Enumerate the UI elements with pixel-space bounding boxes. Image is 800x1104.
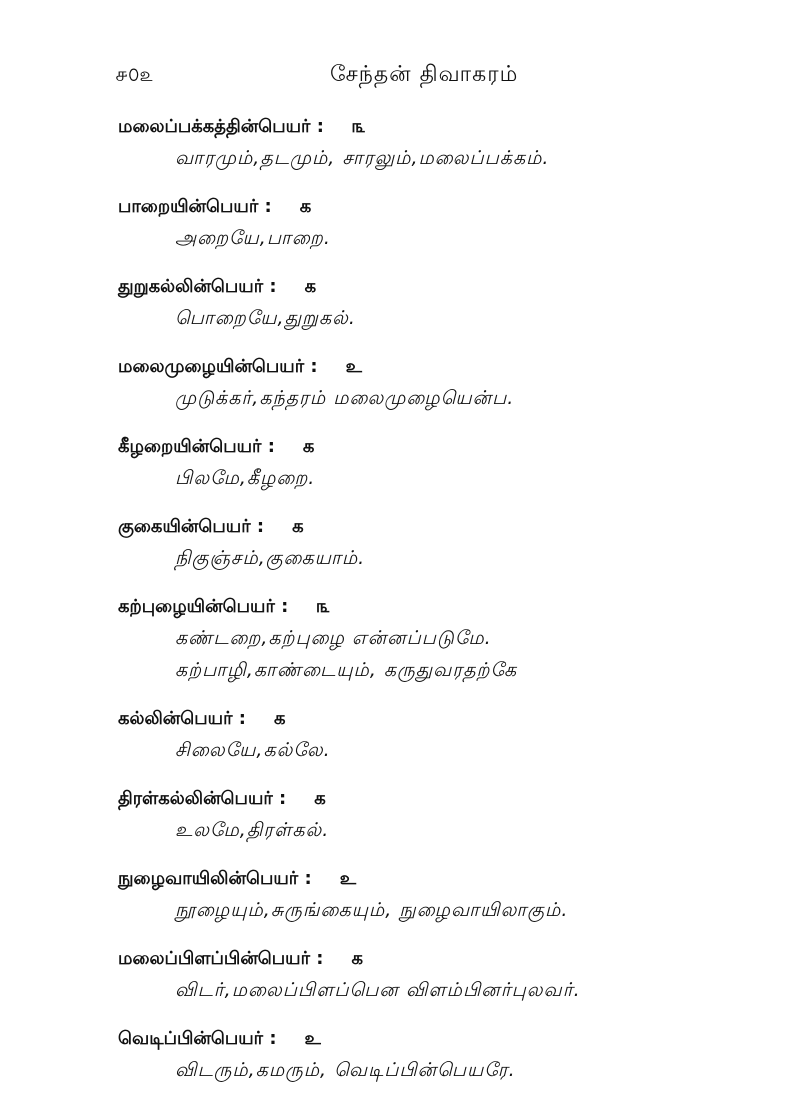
verse-line: கண்டறை,கற்புழை என்னப்படுமே.	[175, 627, 492, 649]
entry-heading	[0, 112, 800, 142]
synonym-count: ௩	[351, 116, 366, 137]
entry-heading	[0, 512, 800, 542]
verse-line: பிலமே,கீழறை.	[175, 467, 316, 489]
heading-text: வெடிப்பின்பெயர் :	[118, 1028, 277, 1049]
heading-text: துறுகல்லின்பெயர் :	[118, 276, 277, 297]
entry-heading	[0, 864, 800, 894]
synonym-count: க	[314, 788, 326, 809]
entry	[0, 592, 800, 686]
entry	[0, 512, 800, 574]
heading-text: மலைமுழையின்பெயர் :	[118, 356, 318, 377]
synonym-count: ௩	[316, 596, 331, 617]
entry	[0, 1024, 800, 1086]
entry	[0, 944, 800, 1006]
entry-heading	[0, 784, 800, 814]
page-number: ௪௦௨	[115, 62, 154, 86]
entry	[0, 272, 800, 334]
heading-text: மலைப்பக்கத்தின்பெயர் :	[118, 116, 324, 137]
entry	[0, 784, 800, 846]
entry-heading	[0, 592, 800, 622]
entry-heading	[0, 1024, 800, 1054]
entry-heading	[0, 272, 800, 302]
synonym-count: க	[302, 436, 315, 457]
heading-text: கற்புழையின்பெயர் :	[118, 596, 289, 617]
entry-heading	[0, 432, 800, 462]
verse-line: பொறையே,துறுகல்.	[175, 307, 356, 329]
synonym-count: க	[292, 516, 304, 537]
verse-line: விடரும்,கமரும், வெடிப்பின்பெயரே.	[175, 1059, 516, 1081]
entry	[0, 432, 800, 494]
entry	[0, 112, 800, 174]
verse-line: நூழையும்,சுருங்கையும், நுழைவாயிலாகும்.	[175, 899, 569, 921]
heading-text: குகையின்பெயர் :	[118, 516, 265, 537]
page-header	[0, 62, 800, 92]
verse-line: வாரமும்,தடமும், சாரலும்,மலைப்பக்கம்.	[175, 147, 550, 169]
entry	[0, 704, 800, 766]
entry-heading	[0, 352, 800, 382]
heading-text: மலைப்பிளப்பின்பெயர் :	[118, 948, 324, 969]
heading-text: கீழறையின்பெயர் :	[118, 436, 275, 457]
verse-line: முடுக்கர்,கந்தரம் மலைமுழையென்ப.	[175, 387, 515, 409]
synonym-count: உ	[345, 356, 362, 377]
entry-list	[0, 112, 800, 1104]
verse-line: அறையே,பாறை.	[175, 227, 331, 249]
synonym-count: உ	[339, 868, 357, 889]
running-title: சேந்தன் திவாகரம்	[330, 62, 519, 87]
verse-line: உலமே,திரள்கல்.	[175, 819, 330, 841]
entry-heading	[0, 944, 800, 974]
verse-line: சிலையே,கல்லே.	[175, 739, 331, 761]
entry	[0, 352, 800, 414]
entry-heading	[0, 192, 800, 222]
entry	[0, 192, 800, 254]
heading-text: பாறையின்பெயர் :	[118, 196, 272, 217]
synonym-count: க	[351, 948, 364, 969]
verse-line: கற்பாழி,காண்டையும், கருதுவரதற்கே	[175, 659, 518, 681]
synonym-count: க	[299, 196, 312, 217]
verse-line: நிகுஞ்சம்,குகையாம்.	[175, 547, 366, 569]
synonym-count: உ	[304, 1028, 321, 1049]
entry	[0, 864, 800, 926]
synonym-count: க	[304, 276, 317, 297]
synonym-count: க	[273, 708, 286, 729]
heading-text: கல்லின்பெயர் :	[118, 708, 246, 729]
entry-heading	[0, 704, 800, 734]
heading-text: திரள்கல்லின்பெயர் :	[118, 788, 287, 809]
verse-line: விடர்,மலைப்பிளப்பென விளம்பினர்புலவர்.	[175, 979, 581, 1001]
heading-text: நுழைவாயிலின்பெயர் :	[118, 868, 312, 889]
